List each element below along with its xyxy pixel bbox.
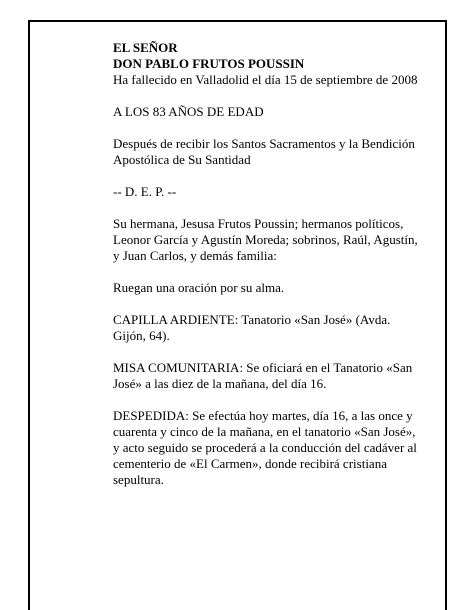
family-paragraph: Su hermana, Jesusa Frutos Poussin; hermanos políticos, Leonor García y Agustín Moreda; sobrinos, Raúl, Agustín, y Juan Carlos, y demás familia: [113, 216, 418, 263]
title-line-1: EL SEÑOR [113, 40, 178, 55]
rip-line: -- D. E. P. -- [113, 184, 177, 199]
sacraments-line: Después de recibir los Santos Sacramentos y la Bendición Apostólica de Su Santidad [113, 136, 415, 167]
farewell-paragraph: DESPEDIDA: Se efectúa hoy martes, día 16, a las once y cuarenta y cinco de la mañana, en el tanatorio «San José», y acto seguido se procederá a la conducción del cadáver al cementerio de «El Carmen», donde recibirá cristiana sepultura. [113, 408, 417, 487]
title-line-2: DON PABLO FRUTOS POUSSIN [113, 56, 305, 71]
chapel-paragraph: CAPILLA ARDIENTE: Tanatorio «San José» (Avda. Gijón, 64). [113, 312, 391, 343]
prayer-line: Ruegan una oración por su alma. [113, 280, 285, 295]
obituary-notice [113, 40, 423, 504]
mass-paragraph: MISA COMUNITARIA: Se oficiará en el Tanatorio «San José» a las diez de la mañana, del día 16. [113, 360, 413, 391]
age-line: A LOS 83 AÑOS DE EDAD [113, 104, 264, 119]
death-statement: Ha fallecido en Valladolid el día 15 de septiembre de 2008 [113, 72, 418, 87]
